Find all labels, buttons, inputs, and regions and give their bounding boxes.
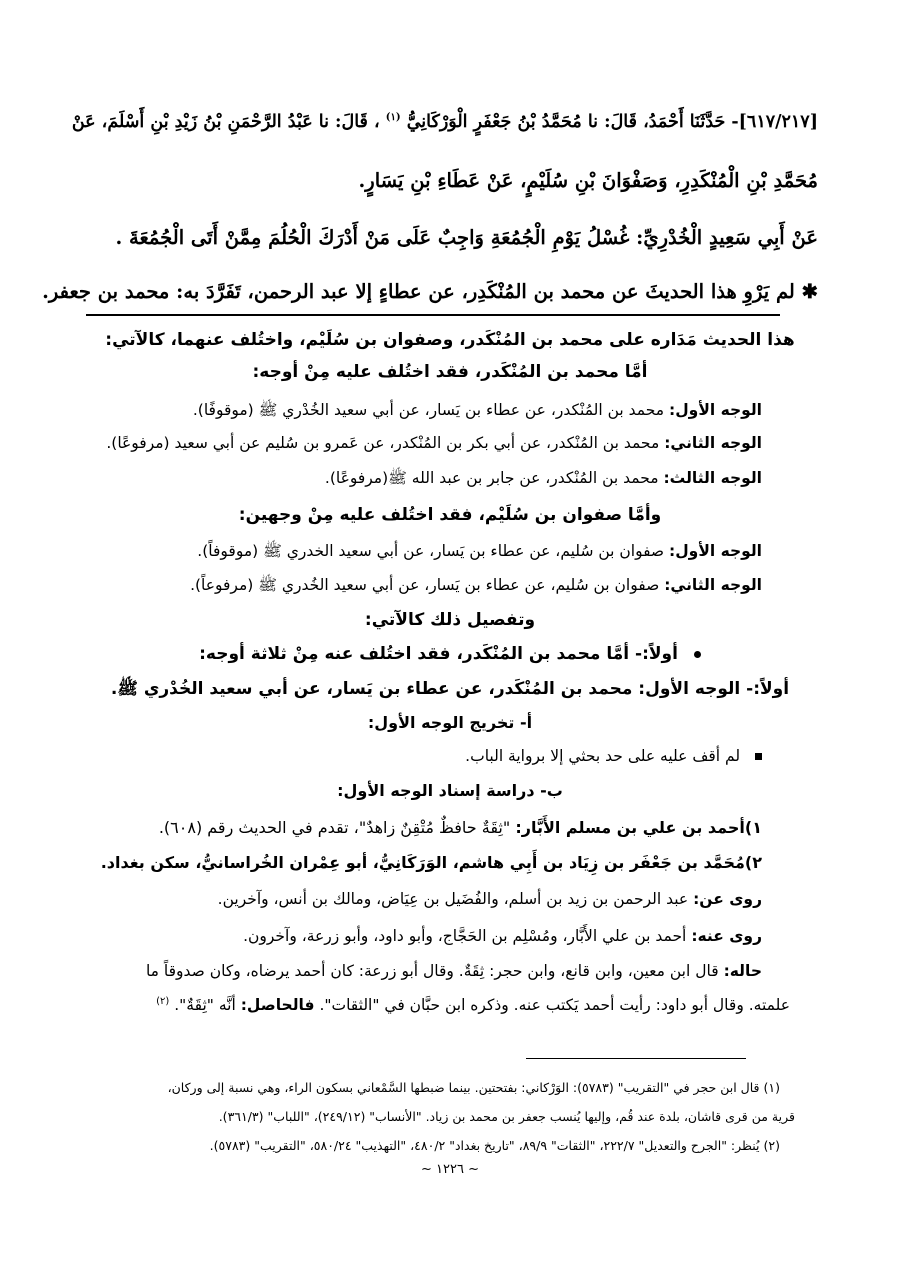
rawa-an <box>0 890 762 908</box>
haluhu-line-1 <box>72 962 762 980</box>
footnote-1-line-1: (١) قال ابن حجر في "التقريب" (٥٧٨٣): الوَرْكاني: بفتحتين. بينما ضبطها السَّمْعاني بسكون الراء، وهي نسبة إلى وركان، <box>167 1080 780 1095</box>
wajh-label: الوجه الأول: <box>669 401 762 419</box>
wajh-text: محمد بن المُنْكدر، عن عطاء بن يَسار، عن أبي سعيد الخُدْري ﷺ (موقوفًا). <box>192 401 665 419</box>
haluhu-text-2: علمته. وقال أبو داود: رأيت أحمد يَكتب عنه. وذكره ابن حبَّان في "الثقات". <box>319 996 790 1015</box>
heading-takhrij: أ- تخريج الوجه الأول: <box>367 713 533 732</box>
heading-awwalan <box>0 644 900 664</box>
takhrij-note <box>0 747 762 765</box>
heading-wajh-awwal <box>0 678 900 703</box>
wajh-label: الوجه الأول: <box>669 542 762 560</box>
heading-wajh-awwal-label: أولاً:- الوجه الأول: <box>638 679 790 699</box>
haluhu-text-1: قال ابن معين، وابن قانع، وابن حجر: ثِقَةٌ. وقال أبو زرعة: كان أحمد يرضاه، وكان صدوقاً ما <box>145 962 719 980</box>
square-bullet-icon <box>755 753 762 760</box>
hadith-line-1 <box>60 112 818 132</box>
fal-hasil-text: أنَّه "ثِقَةٌ". <box>174 996 236 1015</box>
footnote-ref-2: (٢) <box>156 996 170 1007</box>
wajh-text: صفوان بن سُليم، عن عطاء بن يَسار، عن أبي سعيد الخُدري ﷺ (مرفوعاً). <box>190 576 660 594</box>
bullet-icon <box>694 651 701 658</box>
heading-safwan: وأمَّا صفوان بن سُلَيْم، فقد اختُلف عليه مِنْ وجهين: <box>238 505 662 525</box>
page-number: ~ ١٢٢٦ ~ <box>421 1162 479 1177</box>
narrator-1-name: ١)أحمد بن علي بن مسلم الأَبَّار: <box>515 818 762 837</box>
wajh-label: الوجه الثالث: <box>663 469 762 487</box>
hadith-matn: عَنْ أَبِي سَعِيدٍ الْخُدْرِيِّ: غُسْلُ يَوْمِ الْجُمُعَةِ وَاجِبٌ عَلَى مَنْ أَدْرَكَ الْحُلُمَ مِمَّنْ أَتَى الْجُمُعَةَ . <box>115 226 818 249</box>
narrator-1-grade: "ثِقَةٌ حافظٌ مُتْقِنٌ زاهدٌ"، تقدم في الحديث رقم (٦٠٨). <box>158 818 511 837</box>
rawa-an-text: عبد الرحمن بن زيد بن أسلم، والفُضَيل بن عِيَاض، ومالك بن أنس، وآخرين. <box>217 890 689 908</box>
footnote-ref-1: (١) <box>385 112 401 124</box>
footnote-1-line-2: قرية من قرى قاشان، بلدة عند قُم، وإليها يُنسب جعفر بن محمد بن زياد. "الأنساب" (٢٤٩/١٢)، "اللباب" (٣٦١/٣). <box>218 1109 795 1124</box>
wajh-text: محمد بن المُنْكدر، عن جابر بن عبد الله ﷺ(مرفوعًا). <box>324 469 659 487</box>
rawa-anhu-text: أحمد بن علي الأَبَّار، ومُسْلِم بن الحَجَّاج، وأبو داود، وأبو زرعة، وآخرون. <box>243 927 687 945</box>
wajh-text: صفوان بن سُليم، عن عطاء بن يَسار، عن أبي سعيد الخدري ﷺ (موقوفاً). <box>197 542 665 560</box>
heading-awwalan-text: أولاً:- أمَّا محمد بن المُنْكَدر، فقد اختُلف عنه مِنْ ثلاثة أوجه: <box>199 644 678 664</box>
wajh-munkadir-2 <box>0 434 762 452</box>
footnote-2: (٢) يُنظر: "الجرح والتعديل" ٢٢٢/٧، "الثقات" ٨٩/٩، "تاريخ بغداد" ٤٨٠/٢، "التهذيب" ٥٨٠/٢٤، "التقريب" (٥٧٨٣). <box>209 1138 780 1153</box>
tabarani-note: ✱ لم يَرْوِ هذا الحديثَ عن محمد بن المُنْكَدِر، عن عطاءٍ إلا عبد الرحمن، تَفَرَّدَ به: محمد بن جعفر. <box>42 280 818 303</box>
rawa-an-label: روى عن: <box>693 890 762 908</box>
wajh-label: الوجه الثاني: <box>664 576 762 594</box>
heading-dirasa: ب- دراسة إسناد الوجه الأول: <box>337 781 563 800</box>
section-divider <box>86 314 780 316</box>
heading-ibn-munkadir: أمَّا محمد بن المُنْكَدر، فقد اختُلف عليه مِنْ أوجه: <box>252 362 648 382</box>
hadith-line-2: مُحَمَّدِ بْنِ الْمُنْكَدِرِ، وَصَفْوَانَ بْنِ سُلَيْمٍ، عَنْ عَطَاءِ بْنِ يَسَارٍ. <box>358 169 818 192</box>
wajh-text: محمد بن المُنْكدر، عن أبي بكر بن المُنْكدر، عن عَمرو بن سُليم عن أبي سعيد (مرفوعًا). <box>106 434 660 452</box>
wajh-munkadir-1 <box>0 400 762 423</box>
heading-tafsil: وتفصيل ذلك كالآتي: <box>364 610 536 630</box>
haluhu-line-2 <box>0 996 790 1014</box>
rawa-anhu <box>0 927 762 945</box>
haluhu-label: حاله: <box>723 962 762 980</box>
wajh-label: الوجه الثاني: <box>664 434 762 452</box>
rawa-anhu-label: روى عنه: <box>691 927 762 945</box>
heading-wajh-awwal-text: محمد بن المُنْكَدر، عن عطاء بن يَسار، عن أبي سعيد الخُدْري ﷺ. <box>110 679 633 699</box>
hadith-isnad-start: [٦١٧/٢١٧]- حَدَّثَنَا أَحْمَدُ، قَالَ: نا مُحَمَّدُ بْنُ جَعْفَرٍ الْوَرْكَانِيُّ <box>406 112 818 132</box>
footnote-divider <box>526 1058 746 1059</box>
wajh-safwan-2 <box>0 575 762 598</box>
narrator-2-name: ٢)مُحَمَّد بن جَعْفَر بن زِيَاد بن أَبِي هاشم، الوَرَكَانِيُّ، أبو عِمْران الخُراسانيُّ، سكن بغداد. <box>100 853 762 872</box>
heading-madar: هذا الحديث مَدَاره على محمد بن المُنْكَدر، وصفوان بن سُلَيْم، واختُلف عنهما، كالآتي: <box>105 330 795 350</box>
hadith-isnad-cont: ، قَالَ: نا عَبْدُ الرَّحْمَنِ بْنُ زَيْدِ بْنِ أَسْلَمَ، عَنْ <box>71 112 380 132</box>
wajh-munkadir-3 <box>0 468 762 491</box>
takhrij-note-text: لم أقف عليه على حد بحثي إلا برواية الباب. <box>465 747 741 765</box>
narrator-1 <box>0 818 762 837</box>
fal-hasil-label: فالحاصل: <box>240 996 315 1015</box>
wajh-safwan-1 <box>0 541 762 564</box>
